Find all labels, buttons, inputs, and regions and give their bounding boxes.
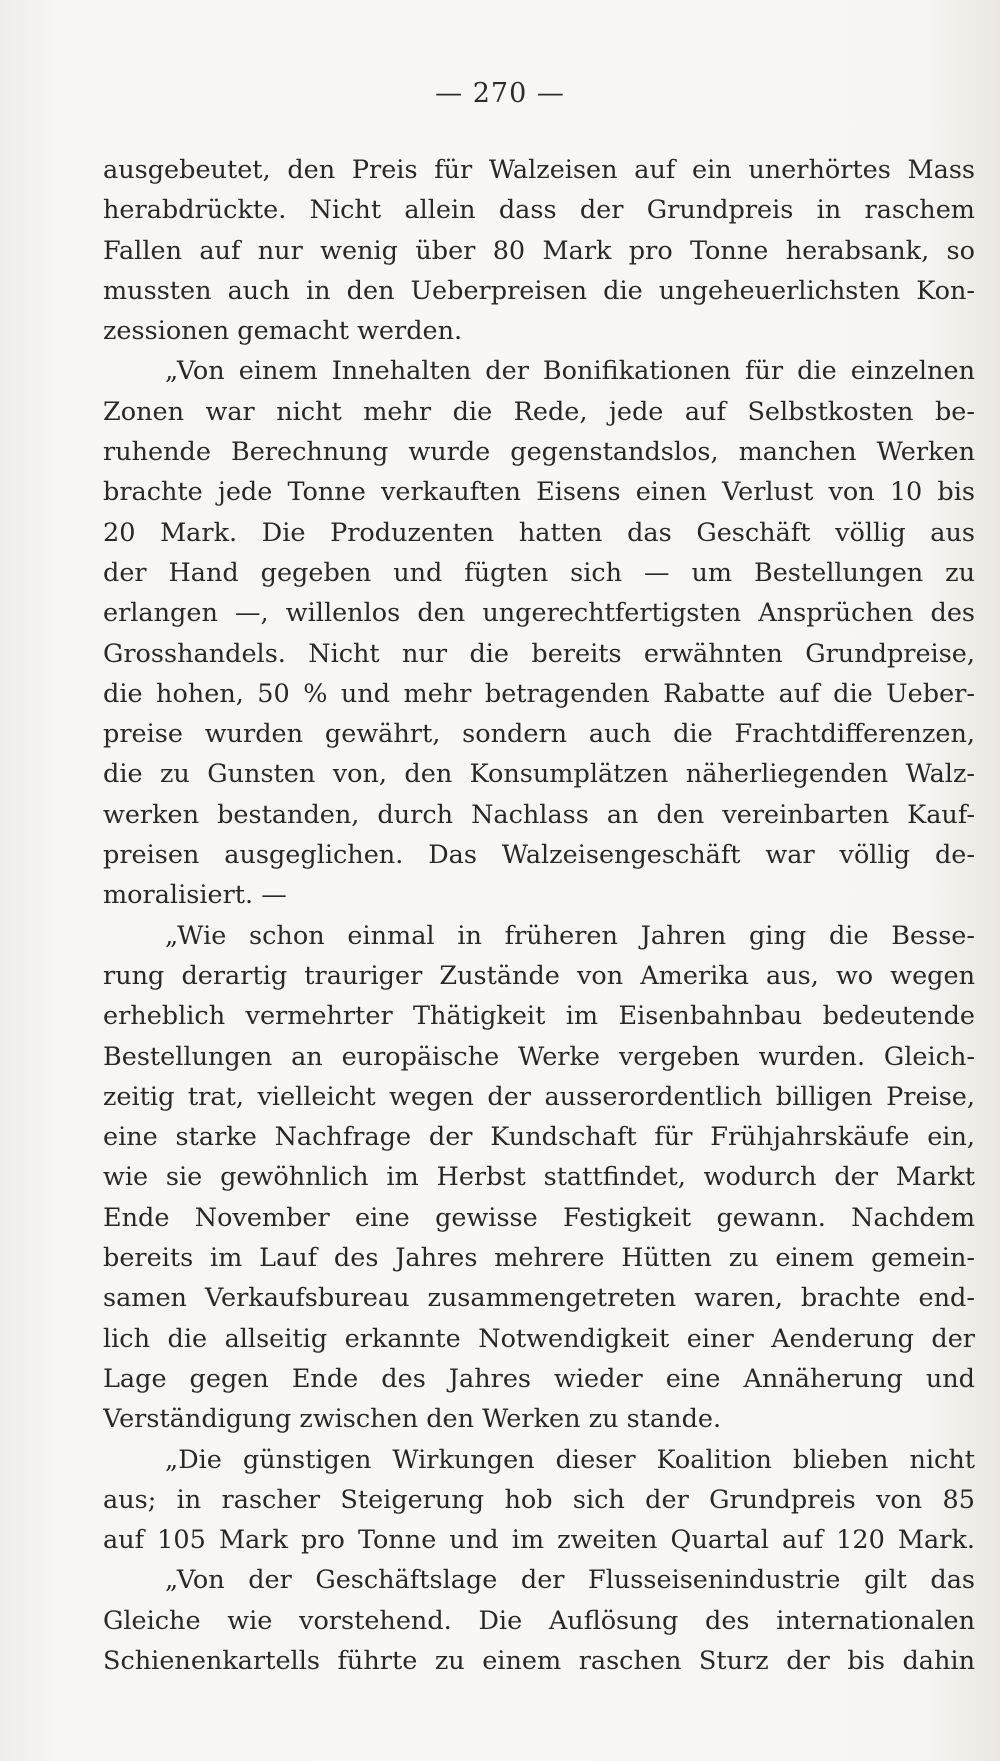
text-line: ausgebeutet, den Preis für Walzeisen auf ein unerhörtes Mass — [103, 155, 975, 185]
text-line: 20 Mark. Die Produzenten hatten das Geschäft völlig aus — [103, 517, 975, 548]
text-line: Zonen war nicht mehr die Rede, jede auf Selbstkosten be- — [103, 396, 975, 427]
text-line: zeitig trat, vielleicht wegen der ausserordentlich billigen Preise, — [103, 1081, 975, 1112]
text-line: preisen ausgeglichen. Das Walzeisengeschäft war völlig de- — [103, 840, 975, 871]
text-line: die hohen, 50 % und mehr betragenden Rabatte auf die Ueber- — [103, 678, 975, 709]
text-line: erlangen —, willenlos den ungerechtfertigsten Ansprüchen des — [103, 598, 975, 629]
text-line: „Von einem Innehalten der Bonifikationen für die einzelnen — [165, 356, 975, 387]
text-line: „Wie schon einmal in früheren Jahren ging die Besse- — [165, 920, 975, 951]
text-line: Schienenkartells führte zu einem raschen Sturz der bis dahin — [103, 1645, 975, 1676]
text-line: rung derartig trauriger Zustände von Amerika aus, wo wegen — [103, 960, 975, 991]
text-line: auf 105 Mark pro Tonne und im zweiten Quartal auf 120 Mark. — [103, 1525, 975, 1556]
page-number: — 270 — — [435, 78, 565, 109]
text-line: zessionen gemacht werden. — [103, 316, 463, 347]
text-line: eine starke Nachfrage der Kundschaft für Frühjahrskäufe ein, — [103, 1122, 975, 1153]
text-line: Ende November eine gewisse Festigkeit gewann. Nachdem — [103, 1202, 975, 1233]
text-line: Verständigung zwischen den Werken zu stande. — [103, 1404, 722, 1435]
text-line: werken bestanden, durch Nachlass an den vereinbarten Kauf- — [103, 799, 975, 830]
text-line: samen Verkaufsbureau zusammengetreten waren, brachte end- — [103, 1283, 975, 1314]
text-line: preise wurden gewährt, sondern auch die Frachtdifferenzen, — [103, 719, 975, 750]
text-line: „Die günstigen Wirkungen dieser Koalition blieben nicht — [165, 1444, 975, 1475]
text-line: erheblich vermehrter Thätigkeit im Eisenbahnbau bedeutende — [103, 1001, 975, 1032]
text-line: Lage gegen Ende des Jahres wieder eine Annäherung und — [103, 1363, 975, 1394]
text-line: Fallen auf nur wenig über 80 Mark pro Tonne herabsank, so — [103, 235, 975, 266]
text-line: herabdrückte. Nicht allein dass der Grundpreis in raschem — [103, 195, 975, 226]
text-line: wie sie gewöhnlich im Herbst stattfindet, wodurch der Markt — [103, 1162, 975, 1193]
text-line: bereits im Lauf des Jahres mehrere Hütten zu einem gemein- — [103, 1243, 975, 1274]
body-text — [103, 150, 975, 1681]
text-line: moralisiert. — — [103, 880, 287, 911]
text-line: lich die allseitig erkannte Notwendigkeit einer Aenderung der — [103, 1323, 975, 1354]
text-line: mussten auch in den Ueberpreisen die ungeheuerlichsten Kon- — [103, 275, 975, 306]
text-line: Bestellungen an europäische Werke vergeben wurden. Gleich- — [103, 1041, 975, 1072]
text-line: ruhende Berechnung wurde gegenstandslos, manchen Werken — [103, 437, 975, 468]
text-line: der Hand gegeben und fügten sich — um Bestellungen zu — [103, 557, 975, 588]
text-line: „Von der Geschäftslage der Flusseisenindustrie gilt das — [165, 1565, 975, 1596]
text-line: die zu Gunsten von, den Konsumplätzen näherliegenden Walz- — [103, 759, 975, 790]
text-line: brachte jede Tonne verkauften Eisens einen Verlust von 10 bis — [103, 477, 975, 508]
text-line: aus; in rascher Steigerung hob sich der Grundpreis von 85 — [103, 1484, 975, 1515]
text-line: Gleiche wie vorstehend. Die Auflösung des internationalen — [103, 1605, 975, 1636]
text-line: Grosshandels. Nicht nur die bereits erwähnten Grundpreise, — [103, 638, 975, 669]
